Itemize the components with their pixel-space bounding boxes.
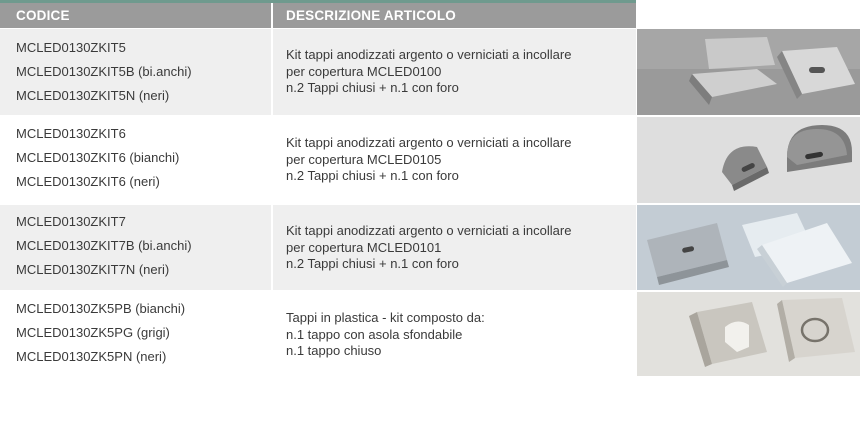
rounded-end-caps-image	[637, 117, 860, 203]
codes-cell	[0, 205, 271, 290]
table-row	[0, 205, 864, 290]
description-cell	[273, 205, 636, 290]
product-code: MCLED0130ZKIT7	[16, 214, 126, 229]
description-line: per copertura MCLED0105	[286, 151, 442, 167]
product-code: MCLED0130ZKIT6	[16, 126, 126, 141]
description-line: n.2 Tappi chiusi + n.1 con foro	[286, 256, 459, 272]
description-line: n.1 tappo chiuso	[286, 343, 382, 359]
product-code: MCLED0130ZKIT6 (neri)	[16, 174, 160, 189]
description-line: Kit tappi anodizzati argento o verniciati a incollare	[286, 135, 572, 150]
header-codice: CODICE	[0, 3, 271, 28]
table-row	[0, 292, 864, 376]
codes-cell	[0, 292, 271, 376]
description-cell	[273, 29, 636, 115]
codes-cell	[0, 117, 271, 203]
description-line: n.2 Tappi chiusi + n.1 con foro	[286, 168, 459, 184]
description-line: per copertura MCLED0101	[286, 239, 442, 255]
product-code: MCLED0130ZKIT5	[16, 40, 126, 55]
product-code: MCLED0130ZK5PG (grigi)	[16, 325, 170, 340]
description-line: n.1 tappo con asola sfondabile	[286, 326, 463, 342]
description-line: Tappi in plastica - kit composto da:	[286, 310, 485, 325]
description-line: Kit tappi anodizzati argento o verniciati a incollare	[286, 47, 572, 62]
codes-cell	[0, 29, 271, 115]
product-code: MCLED0130ZKIT7N (neri)	[16, 262, 170, 277]
table-row	[0, 117, 864, 203]
product-code: MCLED0130ZK5PN (neri)	[16, 349, 167, 364]
table-row	[0, 29, 864, 115]
product-code: MCLED0130ZK5PB (bianchi)	[16, 301, 186, 316]
header-descrizione: DESCRIZIONE ARTICOLO	[273, 3, 636, 28]
description-line: Kit tappi anodizzati argento o verniciati a incollare	[286, 223, 572, 238]
description-cell	[273, 117, 636, 203]
product-code: MCLED0130ZKIT5N (neri)	[16, 88, 170, 103]
product-code: MCLED0130ZKIT7B (bi.anchi)	[16, 238, 192, 253]
product-code: MCLED0130ZKIT5B (bi.anchi)	[16, 64, 192, 79]
description-cell	[273, 292, 636, 376]
description-line: per copertura MCLED0100	[286, 63, 442, 79]
plastic-end-caps-image	[637, 292, 860, 376]
description-line: n.2 Tappi chiusi + n.1 con foro	[286, 80, 459, 96]
flat-end-caps-image	[637, 205, 860, 290]
product-code: MCLED0130ZKIT6 (bianchi)	[16, 150, 180, 165]
rectangular-end-caps-image	[637, 29, 860, 115]
